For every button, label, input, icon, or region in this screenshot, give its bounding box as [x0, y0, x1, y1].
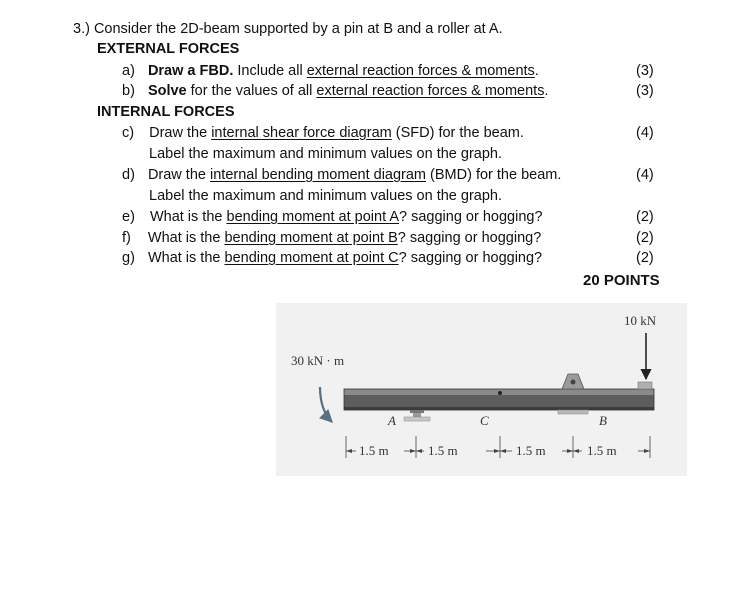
- item-b: [122, 82, 549, 100]
- item-f-pre: What is the: [147, 230, 225, 246]
- item-g-points: (2): [636, 250, 654, 266]
- question-header: 3.) Consider the 2D-beam supported by a pin at B and a roller at A.: [73, 21, 503, 37]
- item-b-bold: Solve: [147, 83, 187, 99]
- item-b-post: .: [544, 83, 549, 99]
- item-g-label: g): [122, 250, 135, 266]
- force-label: 10 kN: [624, 313, 657, 328]
- item-a-bold: Draw a FBD.: [147, 63, 234, 79]
- section-external-forces: EXTERNAL FORCES: [97, 41, 240, 57]
- item-g-pre: What is the: [147, 250, 225, 266]
- item-d-pre: Draw the: [147, 167, 210, 183]
- item-a: [122, 62, 539, 80]
- item-d-points: (4): [636, 167, 654, 183]
- load-plate: [638, 382, 652, 389]
- moment-label: 30 kN · m: [291, 353, 345, 368]
- item-c-points: (4): [636, 125, 654, 141]
- point-a-label: A: [388, 413, 396, 428]
- item-a-pre: Include all: [233, 63, 307, 79]
- item-b-points: (3): [636, 83, 654, 99]
- point-b-label: B: [599, 413, 607, 428]
- point-c-marker: [498, 391, 502, 395]
- item-f-label: f): [122, 230, 131, 246]
- item-c-underlined: internal shear force diagram: [211, 125, 392, 141]
- item-a-post: .: [534, 63, 539, 79]
- item-e-label: e): [122, 209, 135, 225]
- item-f-points: (2): [636, 230, 654, 246]
- item-b-underlined: external reaction forces & moments: [316, 83, 545, 99]
- item-c-line2: Label the maximum and minimum values on the graph.: [149, 146, 503, 162]
- point-c-label: C: [480, 413, 489, 428]
- item-c-pre: Draw the: [149, 125, 212, 141]
- item-f-post: ? sagging or hogging?: [397, 230, 542, 246]
- dimension-label-1: 1.5 m: [359, 443, 389, 458]
- item-d-underlined: internal bending moment diagram: [210, 167, 427, 183]
- item-e-underlined: bending moment at point A: [226, 209, 400, 225]
- item-d-line2: Label the maximum and minimum values on the graph.: [149, 188, 503, 204]
- item-b-pre: for the values of all: [186, 83, 317, 99]
- item-g-underlined: bending moment at point C: [224, 250, 399, 266]
- roller-support-a-icon: [404, 410, 430, 421]
- section-internal-forces: INTERNAL FORCES: [97, 104, 235, 120]
- dimension-label-4: 1.5 m: [587, 443, 617, 458]
- item-e-points: (2): [636, 209, 654, 225]
- item-f-underlined: bending moment at point B: [224, 230, 398, 246]
- item-g: [122, 249, 542, 267]
- item-d: [122, 166, 561, 184]
- item-c: [122, 124, 524, 142]
- item-c-label: c): [122, 125, 135, 141]
- beam-diagram: [276, 303, 687, 476]
- dimension-label-2: 1.5 m: [428, 443, 458, 458]
- item-a-label: a): [122, 63, 135, 79]
- item-g-post: ? sagging or hogging?: [398, 250, 543, 266]
- moment-arrow-icon: [320, 387, 332, 422]
- item-d-post: (BMD) for the beam.: [426, 167, 562, 183]
- item-e-post: ? sagging or hogging?: [399, 209, 543, 225]
- item-e: [122, 208, 543, 226]
- item-e-pre: What is the: [149, 209, 227, 225]
- item-b-label: b): [122, 83, 135, 99]
- beam-figure: [276, 303, 687, 476]
- item-a-underlined: external reaction forces & moments: [306, 63, 535, 79]
- dimension-label-3: 1.5 m: [516, 443, 546, 458]
- total-points: 20 POINTS: [583, 272, 660, 289]
- item-f: [122, 229, 541, 247]
- item-c-post: (SFD) for the beam.: [391, 125, 524, 141]
- item-d-label: d): [122, 167, 135, 183]
- item-a-points: (3): [636, 63, 654, 79]
